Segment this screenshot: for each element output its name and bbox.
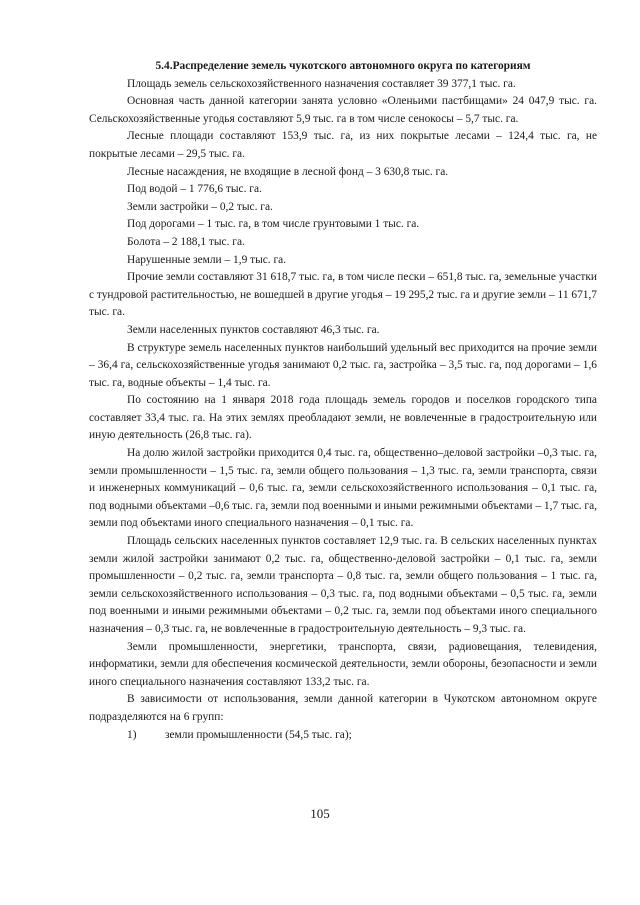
paragraph: Площадь сельских населенных пунктов составляет 12,9 тыс. га. В сельских населенных пунктах земли жилой застройки занимают 0,2 тыс. га, общественно-деловой застройки – 0,1 тыс. га, земли промышленности – 0,2 тыс. га, земли транспорта – 0,8 тыс. га, земли общего пользования – 1 тыс. га, земли сельскохозяйственного использования – 0,3 тыс. га, под водными объектами – 0,5 тыс. га, земли под военными и иными режимными объектами – 0,2 тыс. га, земли под объектами иного специального назначения – 0,3 тыс. га, не вовлеченные в градостроительную деятельность – 9,3 тыс. га. (89, 535, 597, 635)
section-title: 5.4.Распределение земель чукотского автономного округа по категориям (155, 60, 531, 72)
document-page (89, 58, 597, 744)
list-item-text: земли промышленности (54,5 тыс. га); (165, 728, 352, 741)
page-number: 105 (310, 806, 330, 821)
paragraph: Нарушенные земли – 1,9 тыс. га. (127, 253, 287, 266)
paragraph: Прочие земли составляют 31 618,7 тыс. га, в том числе пески – 651,8 тыс. га, земельные участки с тундровой растительностью, не вошедшей в другие угодья – 19 295,2 тыс. га и другие земли – 11 671,7 тыс. га. (89, 271, 597, 319)
paragraph: Основная часть данной категории занята условно «Оленьими пастбищами» 24 047,9 тыс. га. Сельскохозяйственные угодья составляют 5,9 тыс. га в том числе сенокосы – 5,7 тыс. га. (89, 95, 597, 125)
paragraph: По состоянию на 1 января 2018 года площадь земель городов и поселков городского типа составляет 33,4 тыс. га. На этих землях преобладают земли, не вовлеченные в градостроительную или иную деятельность (26,8 тыс. га). (89, 394, 597, 442)
paragraph: В зависимости от использования, земли данной категории в Чукотском автономном округе подразделяются на 6 групп: (89, 693, 597, 723)
list-item-number: 1) (127, 728, 137, 741)
paragraph: Площадь земель сельскохозяйственного назначения составляет 39 377,1 тыс. га. (127, 77, 516, 90)
list-item (89, 727, 597, 745)
paragraph: На долю жилой застройки приходится 0,4 тыс. га, общественно–деловой застройки –0,3 тыс. га, земли промышленности – 1,5 тыс. га, земли общего пользования – 1,3 тыс. га, земли транспорта, связи и инженерных коммуникаций – 0,6 тыс. га, земли сельскохозяйственного использования – 0,1 тыс. га, под водными объектами –0,6 тыс. га, земли под военными и иными режимными объектами – 1,7 тыс. га, земли под объектами иного специального назначения – 0,1 тыс. га. (89, 447, 597, 530)
paragraph: Земли промышленности, энергетики, транспорта, связи, радиовещания, телевидения, информатики, земли для обеспечения космической деятельности, земли обороны, безопасности и земли иного специального назначения составляют 133,2 тыс. га. (89, 640, 597, 688)
paragraph: Лесные насаждения, не входящие в лесной фонд – 3 630,8 тыс. га. (127, 165, 449, 178)
paragraph: Земли застройки – 0,2 тыс. га. (127, 200, 273, 213)
paragraph: Под водой – 1 776,6 тыс. га. (127, 183, 262, 196)
paragraph: Лесные площади составляют 153,9 тыс. га, из них покрытые лесами – 124,4 тыс. га, не покрытые лесами – 29,5 тыс. га. (89, 130, 597, 160)
paragraph: Земли населенных пунктов составляют 46,3 тыс. га. (127, 323, 380, 336)
paragraph: В структуре земель населенных пунктов наибольший удельный вес приходится на прочие земли – 36,4 га, сельскохозяйственные угодья занимают 0,2 тыс. га, застройка – 3,5 тыс. га, под дорогами – 1,6 тыс. га, водные объекты – 1,4 тыс. га. (89, 341, 597, 389)
paragraph: Под дорогами – 1 тыс. га, в том числе грунтовыми 1 тыс. га. (127, 218, 420, 231)
paragraph: Болота – 2 188,1 тыс. га. (127, 235, 245, 248)
